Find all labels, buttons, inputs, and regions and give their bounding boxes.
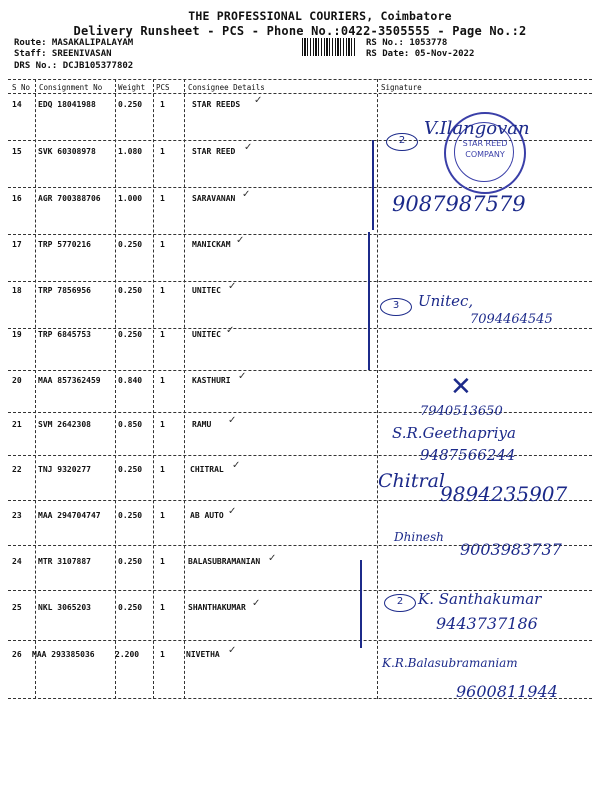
row-weight: 0.250 (118, 240, 143, 249)
check-mark-icon: ✓ (228, 645, 237, 656)
row-rule (8, 412, 592, 413)
row-consignee: STAR REEDS (192, 100, 241, 109)
phone-row-23: 9003983737 (460, 540, 562, 559)
signature-row-15: V.Ilangovan (424, 118, 530, 139)
col-weight: Weight (118, 83, 146, 92)
row-consignee: MANICKAM (192, 240, 231, 249)
check-mark-icon: ✓ (238, 371, 247, 382)
bracket-mark (360, 560, 368, 648)
row-weight: 0.250 (118, 511, 143, 520)
check-mark-icon: ✓ (236, 235, 245, 246)
circled-number: 2 (384, 594, 416, 612)
row-rule (8, 234, 592, 235)
row-consignee: BALASUBRAMANIAN (188, 557, 261, 566)
barcode (302, 38, 356, 56)
staff-label: Staff: SREENIVASAN (14, 49, 112, 59)
row-sno: 22 (12, 465, 22, 474)
phone-row-22: 9894235907 (440, 482, 568, 506)
check-mark-icon: ✓ (228, 281, 237, 292)
row-sno: 26 (12, 650, 22, 659)
row-sno: 21 (12, 420, 22, 429)
row-sno: 16 (12, 194, 22, 203)
drs-number: DRS No.: DCJB105377802 (14, 61, 134, 71)
bracket-mark (372, 140, 380, 230)
row-pcs: 1 (160, 286, 165, 295)
row-consignment: TRP 5770216 (38, 240, 91, 249)
row-consignment: SVM 2642308 (38, 420, 91, 429)
row-pcs: 1 (160, 330, 165, 339)
row-consignee: KASTHURI (192, 376, 231, 385)
row-sno: 24 (12, 557, 22, 566)
row-consignee: SHANTHAKUMAR (188, 603, 246, 612)
row-pcs: 1 (160, 420, 165, 429)
col-signature: Signature (381, 83, 422, 92)
row-consignment: MAA 857362459 (38, 376, 101, 385)
row-consignee: UNITEC (192, 286, 221, 295)
circled-number: 2 (386, 133, 418, 151)
col-consignee: Consignee Details (188, 83, 265, 92)
row-weight: 0.250 (118, 557, 143, 566)
row-consignment: TNJ 9320277 (38, 465, 91, 474)
row-weight: 0.250 (118, 603, 143, 612)
col-rule (115, 79, 116, 699)
name-row-22: Chitral (378, 470, 445, 492)
row-consignee: NIVETHA (186, 650, 220, 659)
check-mark-icon: ✓ (252, 598, 261, 609)
rs-date: RS Date: 05-Nov-2022 (366, 49, 475, 59)
row-sno: 14 (12, 100, 22, 109)
table-top-rule (8, 79, 592, 80)
row-pcs: 1 (160, 465, 165, 474)
name-row-21: S.R.Geethapriya (392, 424, 516, 442)
row-weight: 1.000 (118, 194, 143, 203)
row-weight: 1.080 (118, 147, 143, 156)
row-sno: 25 (12, 603, 22, 612)
name-row-26: K.R.Balasubramaniam (382, 656, 518, 670)
row-consignment: SVK 60308978 (38, 147, 96, 156)
check-mark-icon: ✓ (232, 460, 241, 471)
header-rule (8, 93, 592, 94)
col-rule (35, 79, 36, 699)
row-pcs: 1 (160, 147, 165, 156)
row-sno: 19 (12, 330, 22, 339)
row-weight: 0.250 (118, 286, 143, 295)
row-consignment: TRP 7856956 (38, 286, 91, 295)
row-consignment: MAA 294704747 (38, 511, 101, 520)
row-consignment: EDQ 18041988 (38, 100, 96, 109)
row-consignment: TRP 6845753 (38, 330, 91, 339)
row-weight: 0.250 (118, 100, 143, 109)
row-pcs: 1 (160, 557, 165, 566)
col-pcs: PCS (156, 83, 170, 92)
phone-row-26: 9600811944 (456, 682, 558, 701)
row-pcs: 1 (160, 376, 165, 385)
bracket-mark (368, 232, 376, 370)
phone-row-21: 9487566244 (420, 446, 516, 464)
name-row-25: K. Santhakumar (418, 590, 542, 608)
phone-row-25: 9443737186 (436, 614, 538, 633)
row-consignee: STAR REED (192, 147, 236, 156)
row-sno: 23 (12, 511, 22, 520)
stamp-text: STAR REED COMPANY (462, 139, 508, 159)
row-consignee: RAMU (192, 420, 212, 429)
name-row-18: Unitec, (418, 292, 474, 310)
row-pcs: 1 (160, 100, 165, 109)
phone-row-16: 9087987579 (392, 192, 526, 216)
row-consignment: MTR 3107887 (38, 557, 91, 566)
phone-row-20: 7940513650 (420, 404, 503, 419)
check-mark-icon: ✓ (254, 95, 263, 106)
row-consignee: AB AUTO (190, 511, 224, 520)
name-row-23: Dhinesh (394, 530, 444, 544)
row-rule (8, 640, 592, 641)
row-pcs: 1 (160, 603, 165, 612)
check-mark-icon: ✓ (228, 415, 237, 426)
col-sno: S No (12, 83, 31, 92)
row-pcs: 1 (160, 240, 165, 249)
col-rule (153, 79, 154, 699)
route-label: Route: MASAKALIPALAYAM (14, 38, 134, 48)
runsheet-title: Delivery Runsheet - PCS - Phone No.:0422-3505555 - Page No.:2 (73, 24, 527, 38)
row-weight: 2.200 (115, 650, 140, 659)
row-rule (8, 328, 592, 329)
row-consignment: MAA 293385036 (32, 650, 95, 659)
row-rule (8, 370, 592, 371)
check-mark-icon: ✓ (268, 553, 277, 564)
row-sno: 18 (12, 286, 22, 295)
row-sno: 15 (12, 147, 22, 156)
row-rule (8, 281, 592, 282)
check-mark-icon: ✓ (226, 325, 235, 336)
col-consignment: Consignment No (39, 83, 103, 92)
row-weight: 0.250 (118, 330, 143, 339)
row-weight: 0.250 (118, 465, 143, 474)
row-sno: 20 (12, 376, 22, 385)
row-pcs: 1 (160, 194, 165, 203)
row-consignee: CHITRAL (190, 465, 224, 474)
col-rule (184, 79, 185, 699)
row-consignee: UNITEC (192, 330, 221, 339)
row-sno: 17 (12, 240, 22, 249)
check-mark-icon: ✓ (228, 506, 237, 517)
rs-number: RS No.: 1053778 (366, 38, 448, 48)
row-weight: 0.840 (118, 376, 143, 385)
check-mark-icon: ✓ (244, 142, 253, 153)
row-consignee: SARAVANAN (192, 194, 236, 203)
circled-number: 3 (380, 298, 412, 316)
row-pcs: 1 (160, 511, 165, 520)
signature-mark-icon: ✕ (450, 372, 472, 402)
check-mark-icon: ✓ (242, 189, 251, 200)
row-weight: 0.850 (118, 420, 143, 429)
row-consignment: NKL 3065203 (38, 603, 91, 612)
company-title: THE PROFESSIONAL COURIERS, Coimbatore (188, 9, 452, 23)
row-pcs: 1 (160, 650, 165, 659)
row-consignment: AGR 700388706 (38, 194, 101, 203)
phone-row-19: 7094464545 (470, 312, 553, 327)
